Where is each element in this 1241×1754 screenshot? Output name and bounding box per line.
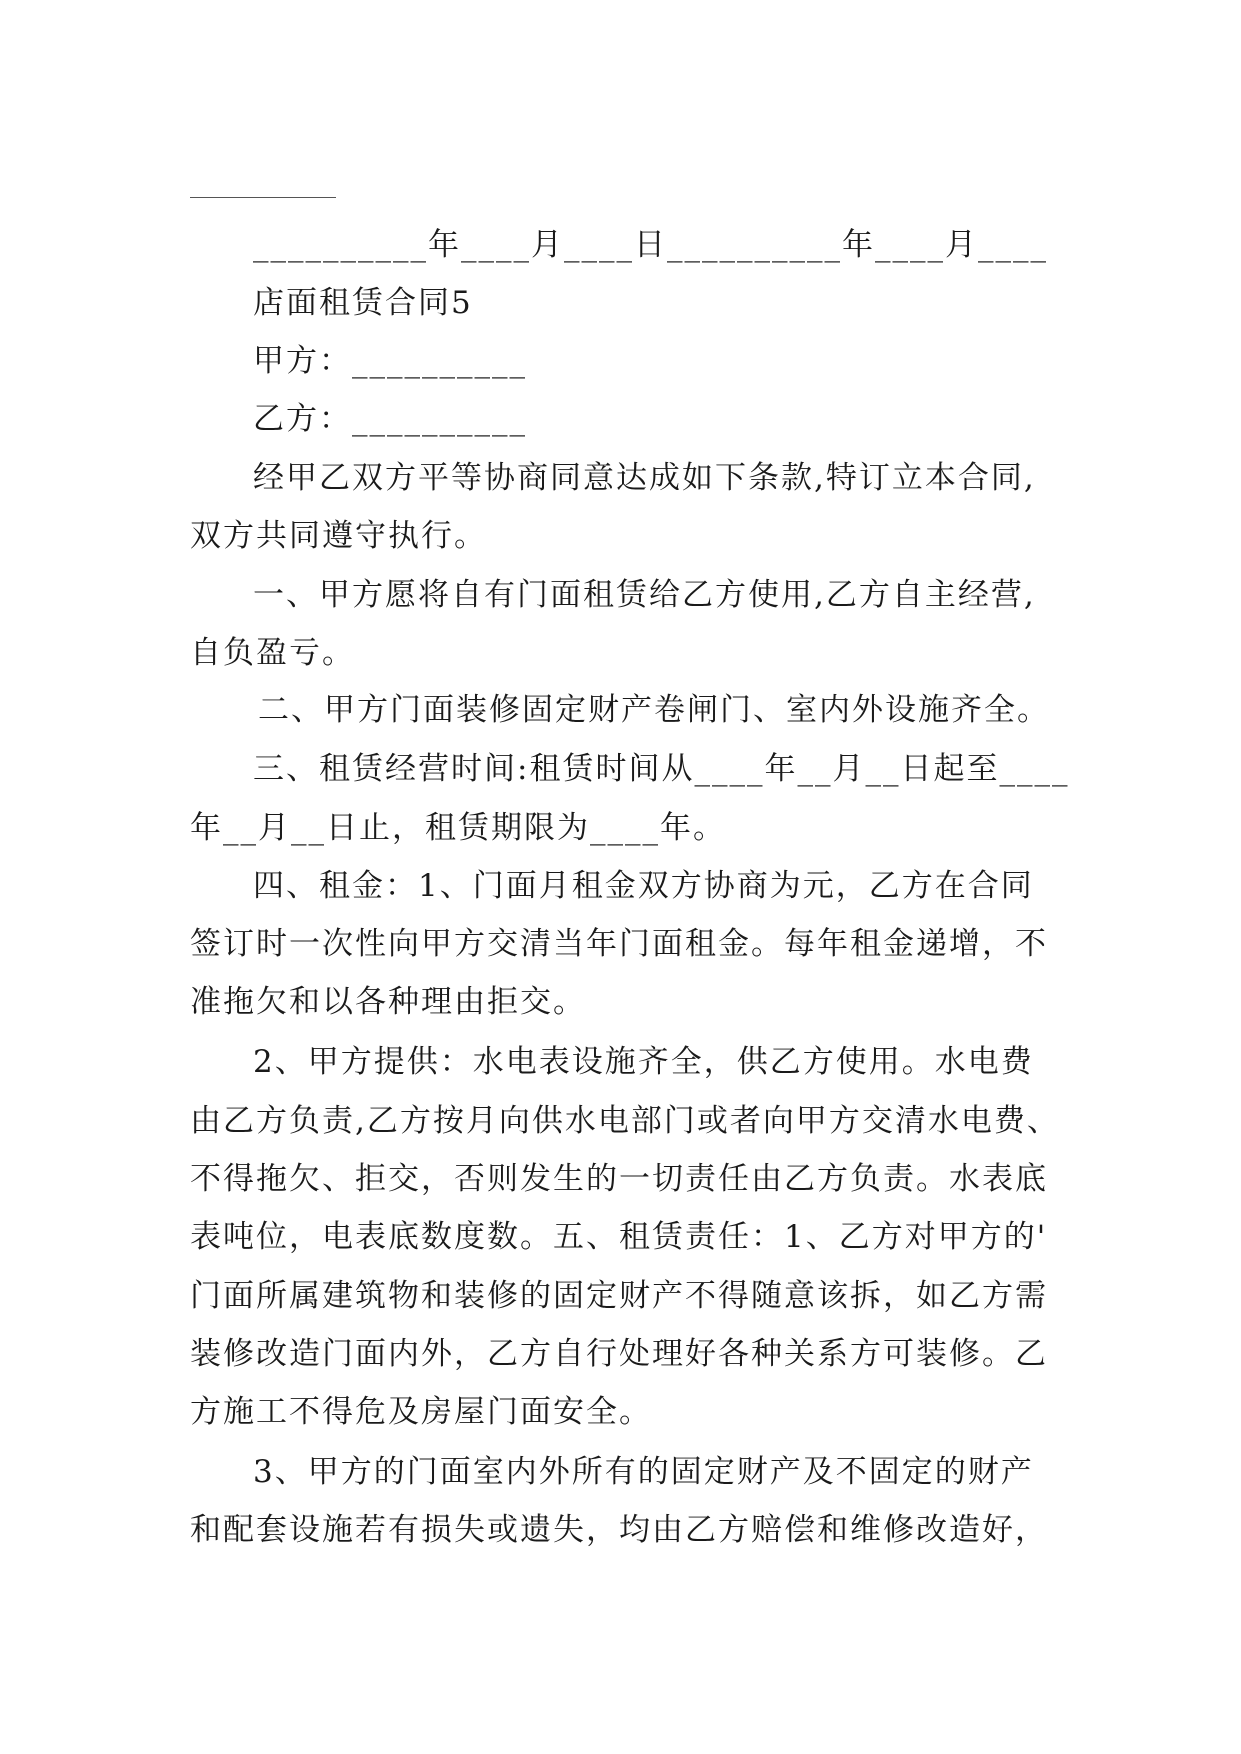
date-line: __________年____月____日__________年____月____ [253, 227, 1048, 263]
body-line: 2、甲方提供：水电表设施齐全，供乙方使用。水电费 [253, 1044, 1034, 1080]
body-line: 经甲乙双方平等协商同意达成如下条款,特订立本合同, [253, 460, 1036, 496]
document-title: 店面租赁合同5 [253, 285, 473, 321]
body-line: 自负盈亏。 [190, 635, 355, 671]
body-line: 不得拖欠、拒交，否则发生的一切责任由乙方负责。水表底 [190, 1161, 1048, 1197]
body-line: 三、租赁经营时间:租赁时间从____年__月__日起至____ [253, 751, 1070, 787]
body-line: 3、甲方的门面室内外所有的固定财产及不固定的财产 [253, 1454, 1034, 1490]
body-line: 表吨位，电表底数度数。五、租赁责任：1、乙方对甲方的' [190, 1219, 1048, 1255]
top-underline [190, 197, 336, 198]
body-line: 二、甲方门面装修固定财产卷闸门、室内外设施齐全。 [258, 692, 1050, 728]
body-line: 准拖欠和以各种理由拒交。 [190, 984, 586, 1020]
body-line: 方施工不得危及房屋门面安全。 [190, 1394, 652, 1430]
body-line: 签订时一次性向甲方交清当年门面租金。每年租金递增，不 [190, 926, 1048, 962]
body-line: 和配套设施若有损失或遗失，均由乙方赔偿和维修改造好， [190, 1512, 1048, 1548]
body-line: 装修改造门面内外，乙方自行处理好各种关系方可装修。乙 [190, 1336, 1048, 1372]
body-line: 年__月__日止，租赁期限为____年。 [190, 810, 726, 846]
body-line: 门面所属建筑物和装修的固定财产不得随意该拆，如乙方需 [190, 1278, 1048, 1314]
body-line: 一、甲方愿将自有门面租赁给乙方使用,乙方自主经营, [253, 577, 1036, 613]
party-b-line: 乙方：__________ [253, 401, 527, 437]
body-line: 由乙方负责,乙方按月向供水电部门或者向甲方交清水电费、 [190, 1103, 1060, 1139]
body-line: 四、租金：1、门面月租金双方协商为元，乙方在合同 [253, 868, 1034, 904]
body-line: 双方共同遵守执行。 [190, 518, 487, 554]
party-a-line: 甲方：__________ [253, 343, 527, 379]
